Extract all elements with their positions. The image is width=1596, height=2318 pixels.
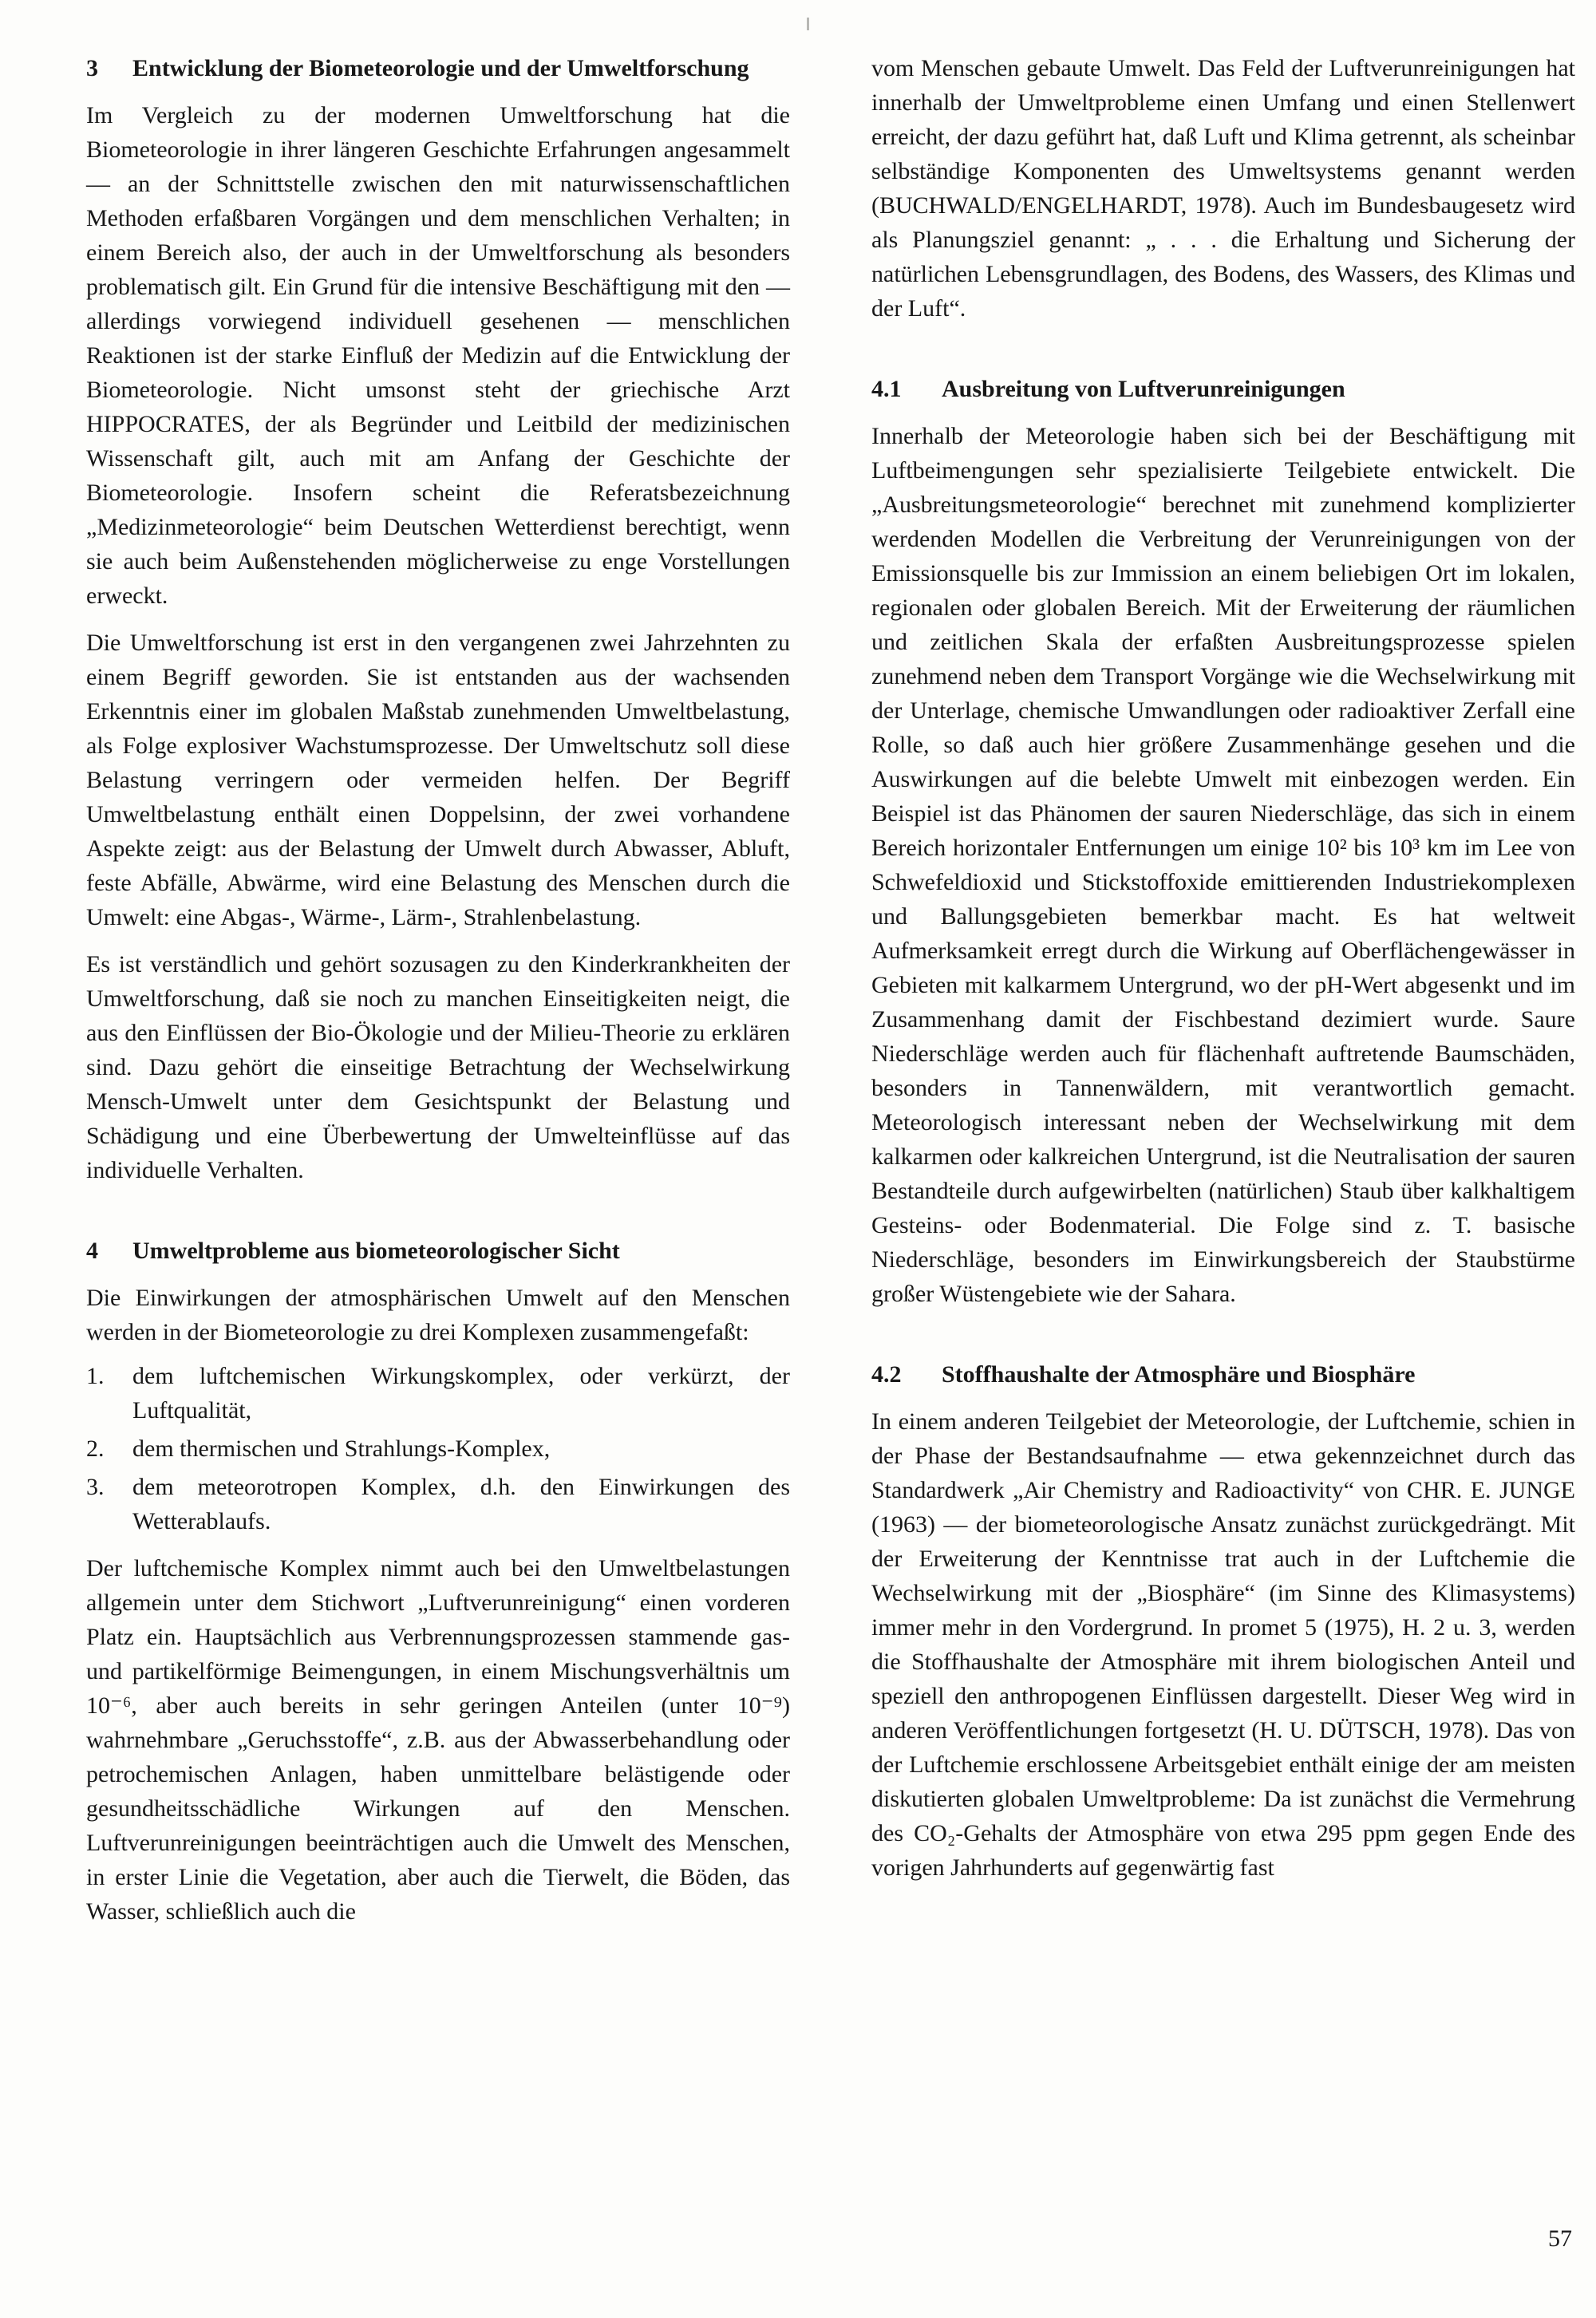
section-title: Umweltprobleme aus biometeorologischer Sicht bbox=[132, 1238, 620, 1264]
section-number: 4.2 bbox=[871, 1361, 902, 1388]
list-item bbox=[86, 1470, 790, 1538]
section-4-heading bbox=[86, 1234, 790, 1268]
section-number: 3 bbox=[86, 55, 98, 81]
page-number: 57 bbox=[1548, 2225, 1572, 2252]
left-column bbox=[86, 51, 790, 1929]
section-4-1-heading bbox=[871, 372, 1575, 406]
section-title: Ausbreitung von Luftverunreinigungen bbox=[942, 376, 1345, 402]
list-item bbox=[86, 1431, 790, 1466]
paragraph-continuation: vom Menschen gebaute Umwelt. Das Feld der Luftverunreinigungen hat innerhalb der Umweltprobleme einen Umfang und einen Stellenwert erreicht, der dazu geführt hat, daß Luft und Klima getrennt, als scheinbar selbständige Komponenten des Umweltsystems genannt werden (BUCHWALD/ENGELHARDT, 1978). Auch im Bundesbaugesetz wird als Planungsziel genannt: „ . . . die Erhaltung und Sicherung der natürlichen Lebensgrundlagen, des Bodens, des Wassers, des Klimas und der Luft“. bbox=[871, 55, 1575, 322]
paragraph: Im Vergleich zu der modernen Umweltforschung hat die Biometeorologie in ihrer längeren Geschichte Erfahrungen angesammelt — an der Schnittstelle zwischen den mit naturwissenschaftlichen Methoden erfaßbaren Vorgängen und dem menschlichen Verhalten; in einem Bereich also, der auch in der Umweltforschung als besonders problematisch gilt. Ein Grund für die intensive Beschäftigung mit den — allerdings vorwiegend individuell gesehenen — menschlichen Reaktionen ist der starke Einfluß der Medizin auf die Entwicklung der Biometeorologie. Nicht umsonst steht der griechische Arzt HIPPOCRATES, der als Begründer und Leitbild der medizinischen Wissenschaft gilt, auch mit am Anfang der Geschichte der Biometeorologie. Insofern scheint die Referatsbezeichnung „Medizinmeteorologie“ beim Deutschen Wetterdienst berechtigt, wenn sie auch beim Außenstehenden möglicherweise zu enge Vorstellungen erweckt. bbox=[86, 102, 790, 609]
list-item-number: 1. bbox=[86, 1363, 105, 1389]
section-number: 4 bbox=[86, 1238, 98, 1264]
list-item-text: dem meteorotropen Komplex, d.h. den Einwirkungen des Wetterablaufs. bbox=[132, 1474, 790, 1534]
section-3-heading bbox=[86, 51, 790, 85]
paragraph: Die Umweltforschung ist erst in den vergangenen zwei Jahrzehnten zu einem Begriff geworden. Sie ist entstanden aus der wachsenden Erkenntnis einer im globalen Maßstab zunehmenden Umweltbelastung, als Folge explosiver Wachstumsprozesse. Der Umweltschutz soll diese Belastung verringern oder vermeiden helfen. Der Begriff Umweltbelastung enthält einen Doppelsinn, der zwei vorhandene Aspekte zeigt: aus der Belastung der Umwelt durch Abwasser, Abluft, feste Abfälle, Abwärme, wird eine Belastung des Menschen durch die Umwelt: eine Abgas-, Wärme-, Lärm-, Strahlenbelastung. bbox=[86, 630, 790, 930]
paragraph: Es ist verständlich und gehört sozusagen zu den Kinderkrankheiten der Umweltforschung, daß sie noch zu manchen Einseitigkeiten neigt, die aus den Einflüssen der Bio-Ökologie und der Milieu-Theorie zu erklären sind. Dazu gehört die einseitige Betrachtung der Wechselwirkung Mensch-Umwelt unter dem Gesichtspunkt der Belastung und Schädigung und eine Überbewertung der Umwelteinflüsse auf das individuelle Verhalten. bbox=[86, 951, 790, 1183]
list-item bbox=[86, 1359, 790, 1428]
section-title: Entwicklung der Biometeorologie und der Umweltforschung bbox=[132, 55, 749, 81]
paragraph: Innerhalb der Meteorologie haben sich bei der Beschäftigung mit Luftbeimengungen sehr spezialisierte Teilgebiete entwickelt. Die „Ausbreitungsmeteorologie“ berechnet mit zunehmend komplizierter werdenden Modellen die Verbreitung der Verunreinigungen von der Emissionsquelle bis zur Immission an einem beliebigen Ort im lokalen, regionalen oder globalen Bereich. Mit der Erweiterung der räumlichen und zeitlichen Skala der erfaßten Ausbreitungsprozesse spielen zunehmend neben dem Transport Vorgänge wie die Wechselwirkung mit der Unterlage, chemische Umwandlungen oder radioaktiver Zerfall eine Rolle, so daß auch hier größere Zusammenhänge gesehen und die Auswirkungen auf die belebte Umwelt mit einbezogen werden. Ein Beispiel ist das Phänomen der sauren Niederschläge, das sich in einem Bereich horizontaler Entfernungen um einige 10² bis 10³ km im Lee von Schwefeldioxid und Stickstoffoxide emittierenden Industriekomplexen und Ballungsgebieten bemerkbar macht. Es hat weltweit Aufmerksamkeit erregt durch die Wirkung auf Oberflächengewässer in Gebieten mit kalkarmem Untergrund, wo der pH-Wert abgesenkt und im Zusammenhang damit der Fischbestand dezimiert wurde. Saure Niederschläge werden auch für flächenhaft auftretende Baumschäden, besonders in Tannenwäldern, mit verantwortlich gemacht. Meteorologisch interessant neben der Wechselwirkung mit dem kalkarmen oder kalkreichen Untergrund, ist die Neutralisation der sauren Bestandteile durch aufgewirbelten (natürlichen) Staub über kalkhaltigem Gesteins- oder Bodenmaterial. Die Folge sind z. T. basische Niederschläge, besonders im Einwirkungsbereich der Staubstürme großer Wüstengebiete wie der Sahara. bbox=[871, 423, 1575, 1307]
paragraph: Der luftchemische Komplex nimmt auch bei den Umweltbelastungen allgemein unter dem Stichwort „Luftverunreinigung“ einen vorderen Platz ein. Hauptsächlich aus Verbrennungsprozessen stammende gas- und partikelförmige Beimengungen, in einem Mischungsverhältnis um 10⁻⁶, aber auch bereits in sehr geringen Anteilen (unter 10⁻⁹) wahrnehmbare „Geruchsstoffe“, z.B. aus der Abwasserbehandlung oder petrochemischen Anlagen, haben unmittelbare belästigende oder gesundheitsschädliche Wirkungen auf den Menschen. Luftverunreinigungen beeinträchtigen auch die Umwelt des Menschen, in erster Linie die Vegetation, aber auch die Tierwelt, die Böden, das Wasser, schließlich auch die bbox=[86, 1555, 790, 1925]
section-title: Stoffhaushalte der Atmosphäre und Biosphäre bbox=[942, 1361, 1416, 1388]
list-item-text: dem luftchemischen Wirkungskomplex, oder verkürzt, der Luftqualität, bbox=[132, 1363, 790, 1424]
section-number: 4.1 bbox=[871, 376, 902, 402]
section-4-2-heading bbox=[871, 1357, 1575, 1392]
complex-list bbox=[86, 1359, 790, 1538]
scan-artifact-mark bbox=[807, 18, 809, 30]
right-column bbox=[871, 51, 1575, 1929]
list-item-number: 3. bbox=[86, 1474, 105, 1500]
list-item-number: 2. bbox=[86, 1435, 105, 1462]
paragraph: Die Einwirkungen der atmosphärischen Umwelt auf den Menschen werden in der Biometeorologie zu drei Komplexen zusammengefaßt: bbox=[86, 1285, 790, 1345]
list-item-text: dem thermischen und Strahlungs-Komplex, bbox=[132, 1435, 551, 1462]
paragraph: In einem anderen Teilgebiet der Meteorologie, der Luftchemie, schien in der Phase der Bestandsaufnahme — etwa gekennzeichnet durch das Standardwerk „Air Chemistry and Radioactivity“ von CHR. E. JUNGE (1963) — der biometeorologische Ansatz zunächst zurückgedrängt. Mit der Erweiterung der Kenntnisse trat auch in der Luftchemie die Wechselwirkung mit der „Biosphäre“ (im Sinne des Klimasystems) immer mehr in den Vordergrund. In promet 5 (1975), H. 2 u. 3, werden die Stoffhaushalte der Atmosphäre mit ihrem biologischen Anteil und speziell den anthropogenen Einflüssen dargestellt. Dieser Weg wird in anderen Veröffentlichungen fortgesetzt (H. U. DÜTSCH, 1978). Das von der Luftchemie erschlossene Arbeitsgebiet enthält einige der am meisten diskutierten globalen Umweltprobleme: Da ist zunächst die Vermehrung des CO₂-Gehalts der Atmosphäre von etwa 295 ppm gegen Ende des vorigen Jahrhunderts auf gegenwärtig fast bbox=[871, 1408, 1575, 1881]
